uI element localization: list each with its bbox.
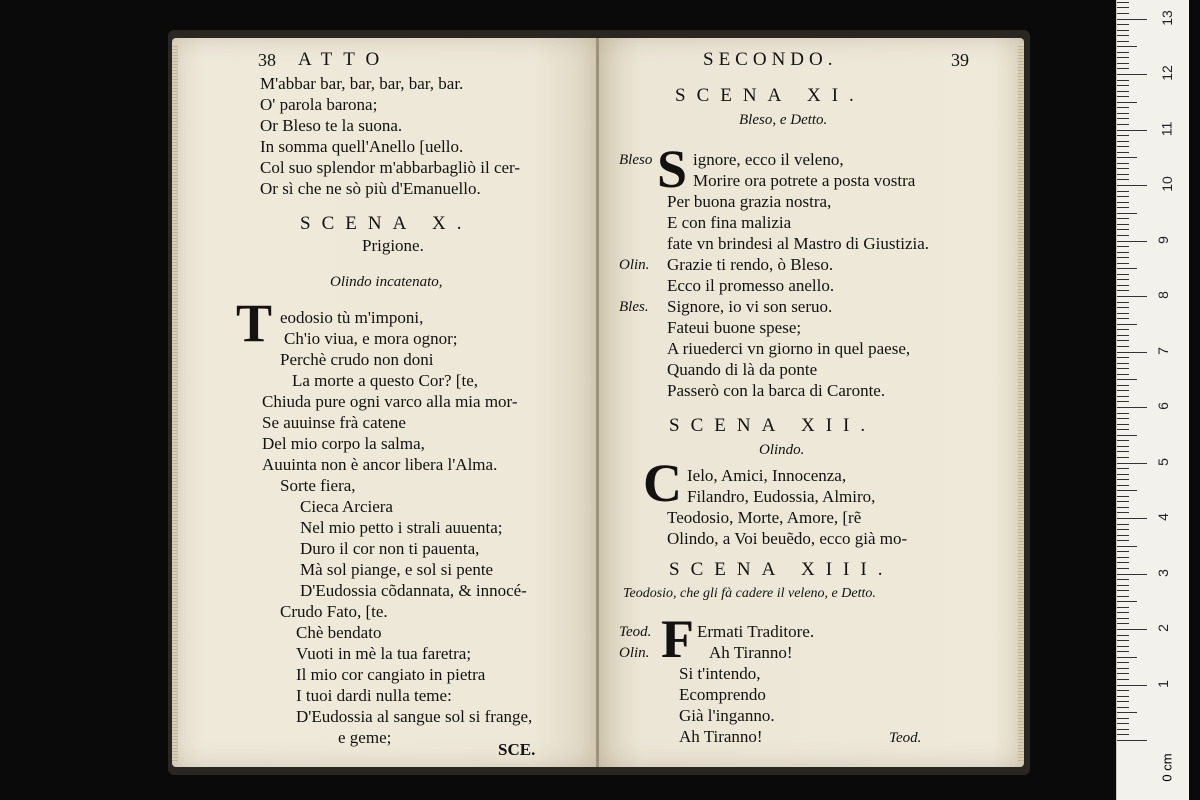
ruler-tick <box>1117 668 1129 669</box>
ruler-tick <box>1117 723 1129 724</box>
verse-line: Chiuda pure ogni varco alla mia mor- <box>262 392 518 411</box>
page-number: 39 <box>951 50 969 70</box>
ruler-tick <box>1117 479 1129 480</box>
ruler-tick <box>1117 207 1129 208</box>
ruler-tick <box>1117 673 1129 674</box>
ruler-tick <box>1117 740 1147 741</box>
scene-title: SCENA XIII. <box>669 559 894 580</box>
ruler-tick <box>1117 340 1129 341</box>
ruler-tick <box>1117 163 1129 164</box>
ruler-tick <box>1117 141 1129 142</box>
ruler-tick <box>1117 85 1129 86</box>
ruler-tick <box>1117 152 1129 153</box>
ruler-tick <box>1117 63 1129 64</box>
ruler-tick <box>1117 485 1129 486</box>
measurement-ruler <box>1116 0 1189 800</box>
ruler-tick <box>1117 640 1129 641</box>
verse-line: La morte a questo Cor? [te, <box>292 371 478 390</box>
text-line: Fateui buone spese; <box>667 318 802 337</box>
ruler-tick <box>1117 585 1129 586</box>
ruler-tick <box>1117 229 1129 230</box>
speaker-label: Olin. <box>619 257 650 273</box>
ruler-label: 4 <box>1154 513 1171 521</box>
ruler-tick <box>1117 252 1129 253</box>
ruler-tick <box>1117 285 1129 286</box>
ruler-unit-label: 0 cm <box>1159 753 1175 782</box>
ruler-tick <box>1117 41 1129 42</box>
scene-title: SCENA XII. <box>669 415 877 436</box>
text-line: Filandro, Eudossia, Almiro, <box>687 487 876 506</box>
ruler-label: 7 <box>1154 346 1171 355</box>
speaker-label: Bles. <box>619 299 649 315</box>
text-line: E con fina malizia <box>667 213 792 232</box>
text-line: O' parola barona; <box>260 95 378 114</box>
ruler-tick <box>1117 512 1129 513</box>
scene-title: SCENA XI. <box>675 85 865 106</box>
text-line: Ah Tiranno! <box>679 727 763 746</box>
ruler-tick <box>1117 518 1147 519</box>
speaker-label: Bleso <box>619 152 653 168</box>
running-head: ATTO <box>298 49 391 70</box>
page-number: 38 <box>258 50 276 70</box>
scene-persons: Bleso, e Detto. <box>739 112 828 128</box>
ruler-tick <box>1117 13 1129 14</box>
ruler-tick <box>1117 529 1129 530</box>
ruler-tick <box>1117 568 1129 569</box>
catchword: Teod. <box>889 730 922 746</box>
text-line: Ielo, Amici, Innocenza, <box>687 466 847 485</box>
verse-line: Ch'io viua, e mora ognor; <box>284 329 458 348</box>
verse-line: Vuoti in mè la tua faretra; <box>296 644 472 663</box>
verse-line: Cieca Arciera <box>300 497 393 516</box>
ruler-tick <box>1117 629 1147 630</box>
ruler-tick <box>1117 157 1137 158</box>
ruler-tick <box>1117 19 1147 20</box>
text-line: Quando di là da ponte <box>667 360 818 379</box>
verse-line: e geme; <box>338 728 392 747</box>
ruler-tick <box>1117 463 1147 464</box>
ruler-tick <box>1117 457 1129 458</box>
verse-line: D'Eudossia cõdannata, & innocé- <box>300 581 527 600</box>
ruler-tick <box>1117 396 1129 397</box>
ruler-tick <box>1117 363 1129 364</box>
open-book <box>168 30 1030 775</box>
ruler-tick <box>1117 440 1129 441</box>
ruler-tick <box>1117 451 1129 452</box>
ruler-tick <box>1117 107 1129 108</box>
text-line: Signore, io vi son seruo. <box>667 297 833 316</box>
speaker-label: Olin. <box>619 645 650 661</box>
ruler-tick <box>1117 424 1129 425</box>
ruler-tick <box>1117 546 1137 547</box>
ruler-tick <box>1117 718 1129 719</box>
ruler-tick <box>1117 324 1137 325</box>
ruler-tick <box>1117 146 1129 147</box>
ruler-label: 12 <box>1158 65 1175 81</box>
text-line: Grazie ti rendo, ò Bleso. <box>667 255 834 274</box>
text-line: Teodosio, Morte, Amore, [rẽ <box>667 508 862 527</box>
ruler-tick <box>1117 257 1129 258</box>
ruler-tick <box>1117 540 1129 541</box>
verse-line: Mà sol piange, e sol si pente <box>300 560 494 579</box>
text-line: M'abbar bar, bar, bar, bar, bar. <box>260 74 464 93</box>
ruler-tick <box>1117 507 1129 508</box>
text-line: Già l'inganno. <box>679 706 775 725</box>
page-edges <box>172 44 178 761</box>
ruler-tick <box>1117 313 1129 314</box>
ruler-tick <box>1117 690 1129 691</box>
ruler-tick <box>1117 7 1129 8</box>
ruler-tick <box>1117 52 1129 53</box>
text-line: fate vn brindesi al Mastro di Giustizia. <box>667 234 930 253</box>
ruler-tick <box>1117 413 1129 414</box>
ruler-tick <box>1117 329 1129 330</box>
ruler-tick <box>1117 496 1129 497</box>
ruler-tick <box>1117 468 1129 469</box>
ruler-tick <box>1117 74 1147 75</box>
ruler-tick <box>1117 696 1129 697</box>
drop-cap: S <box>657 139 688 199</box>
verse-line: Chè bendato <box>296 623 382 642</box>
ruler-tick <box>1117 429 1129 430</box>
ruler-tick <box>1117 707 1129 708</box>
ruler-label: 9 <box>1154 235 1171 244</box>
ruler-tick <box>1117 168 1129 169</box>
ruler-label: 2 <box>1154 624 1171 632</box>
verse-line: Se auuinse frà catene <box>262 413 406 432</box>
verse-line: Del mio corpo la salma, <box>262 434 425 453</box>
verse-line: eodosio tù m'imponi, <box>280 308 424 327</box>
right-page <box>599 38 1024 767</box>
ruler-tick <box>1117 701 1129 702</box>
ruler-tick <box>1117 374 1129 375</box>
ruler-label: 13 <box>1158 9 1175 26</box>
verse-line: D'Eudossia al sangue sol si frange, <box>296 707 533 726</box>
verse-line: I tuoi dardi nulla teme: <box>296 686 452 705</box>
scene-persons: Olindo incatenato, <box>330 274 443 290</box>
ruler-tick <box>1117 246 1129 247</box>
scene-place: Prigione. <box>362 236 424 255</box>
ruler-tick <box>1117 335 1129 336</box>
scene-title: SCENA X. <box>300 213 473 234</box>
ruler-tick <box>1117 524 1129 525</box>
ruler-label: 3 <box>1154 568 1171 577</box>
ruler-tick <box>1117 113 1129 114</box>
ruler-tick <box>1117 352 1147 353</box>
ruler-tick <box>1117 635 1129 636</box>
ruler-tick <box>1117 712 1137 713</box>
text-line: In somma quell'Anello [uello. <box>260 137 464 156</box>
text-line: Si t'intendo, <box>679 664 761 683</box>
ruler-tick <box>1117 729 1129 730</box>
ruler-tick <box>1117 68 1129 69</box>
drop-cap: F <box>661 609 694 669</box>
ruler-tick <box>1117 535 1129 536</box>
ruler-tick <box>1117 657 1137 658</box>
ruler-tick <box>1117 268 1137 269</box>
ruler-tick <box>1117 346 1129 347</box>
ruler-tick <box>1117 651 1129 652</box>
ruler-tick <box>1117 224 1129 225</box>
verse-line: Il mio cor cangiato in pietra <box>296 665 486 684</box>
ruler-tick <box>1117 130 1147 131</box>
ruler-tick <box>1117 241 1147 242</box>
ruler-tick <box>1117 734 1129 735</box>
scene-persons: Olindo. <box>759 442 805 458</box>
text-line: Ecomprendo <box>679 685 766 704</box>
ruler-tick <box>1117 368 1129 369</box>
ruler-tick <box>1117 379 1137 380</box>
ruler-tick <box>1117 474 1129 475</box>
text-line: Or Bleso te la suona. <box>260 116 403 135</box>
ruler-tick <box>1117 590 1129 591</box>
verse-line: Crudo Fato, [te. <box>280 602 388 621</box>
ruler-tick <box>1117 357 1129 358</box>
ruler-tick <box>1117 607 1129 608</box>
text-line: Ermati Traditore. <box>697 622 815 641</box>
text-line: Ah Tiranno! <box>709 643 793 662</box>
text-line: ignore, ecco il veleno, <box>693 150 844 169</box>
ruler-tick <box>1117 501 1129 502</box>
page-edges <box>1018 44 1024 761</box>
ruler-tick <box>1117 202 1129 203</box>
ruler-tick <box>1117 191 1129 192</box>
ruler-tick <box>1117 307 1129 308</box>
ruler-tick <box>1117 385 1129 386</box>
drop-cap: C <box>643 453 682 513</box>
verse-line: Auuinta non è ancor libera l'Alma. <box>262 455 498 474</box>
verse-line: Sorte fiera, <box>280 476 356 495</box>
ruler-tick <box>1117 118 1129 119</box>
ruler-tick <box>1117 679 1129 680</box>
catchword: SCE. <box>498 740 536 759</box>
ruler-tick <box>1117 263 1129 264</box>
ruler-tick <box>1117 196 1129 197</box>
ruler-tick <box>1117 551 1129 552</box>
ruler-label: 8 <box>1154 291 1171 299</box>
ruler-tick <box>1117 135 1129 136</box>
text-line: Or sì che ne sò più d'Emanuello. <box>260 179 481 198</box>
ruler-tick <box>1117 290 1129 291</box>
ruler-tick <box>1117 91 1129 92</box>
text-line: Col suo splendor m'abbarbagliò il cer- <box>260 158 521 177</box>
ruler-tick <box>1117 24 1129 25</box>
ruler-label: 5 <box>1154 457 1171 466</box>
scene-persons: Teodosio, che gli fà cadere il veleno, e Detto. <box>623 586 876 601</box>
ruler-tick <box>1117 274 1129 275</box>
ruler-tick <box>1117 279 1129 280</box>
ruler-tick <box>1117 662 1129 663</box>
verse-line: Perchè crudo non doni <box>280 350 434 369</box>
ruler-tick <box>1117 179 1129 180</box>
text-line: Olindo, a Voi beuẽdo, ecco già mo- <box>667 529 908 548</box>
ruler-tick <box>1117 435 1137 436</box>
ruler-tick <box>1117 302 1129 303</box>
ruler-tick <box>1117 557 1129 558</box>
ruler-tick <box>1117 46 1137 47</box>
ruler-tick <box>1117 390 1129 391</box>
ruler-label: 10 <box>1158 176 1175 192</box>
ruler-tick <box>1117 124 1129 125</box>
text-line: Passerò con la barca di Caronte. <box>667 381 886 400</box>
ruler-tick <box>1117 235 1129 236</box>
ruler-tick <box>1117 579 1129 580</box>
ruler-tick <box>1117 446 1129 447</box>
ruler-tick <box>1117 401 1129 402</box>
text-line: A riuederci vn giorno in quel paese, <box>667 339 911 358</box>
ruler-tick <box>1117 185 1147 186</box>
text-line: Morire ora potrete a posta vostra <box>693 171 916 190</box>
ruler-tick <box>1117 57 1129 58</box>
ruler-tick <box>1117 96 1129 97</box>
ruler-tick <box>1117 618 1129 619</box>
ruler-tick <box>1117 490 1137 491</box>
ruler-tick <box>1117 418 1129 419</box>
ruler-tick <box>1117 685 1147 686</box>
ruler-tick <box>1117 296 1147 297</box>
ruler-label: 11 <box>1158 121 1175 136</box>
ruler-tick <box>1117 80 1129 81</box>
ruler-label: 1 <box>1154 679 1171 688</box>
ruler-tick <box>1117 30 1129 31</box>
ruler-tick <box>1117 596 1129 597</box>
speaker-label: Teod. <box>619 624 652 640</box>
ruler-tick <box>1117 574 1147 575</box>
ruler-tick <box>1117 218 1129 219</box>
ruler-tick <box>1117 2 1129 3</box>
ruler-tick <box>1117 623 1129 624</box>
ruler-tick <box>1117 601 1137 602</box>
text-line: Per buona grazia nostra, <box>667 192 832 211</box>
ruler-tick <box>1117 646 1129 647</box>
ruler-tick <box>1117 174 1129 175</box>
left-page <box>172 38 597 767</box>
ruler-tick <box>1117 318 1129 319</box>
running-head: SECONDO. <box>703 49 838 70</box>
ruler-tick <box>1117 35 1129 36</box>
verse-line: Nel mio petto i strali auuenta; <box>300 518 503 537</box>
ruler-tick <box>1117 612 1129 613</box>
ruler-label: 6 <box>1154 402 1171 410</box>
ruler-tick <box>1117 102 1137 103</box>
ruler-tick <box>1117 407 1147 408</box>
drop-cap: T <box>236 293 273 353</box>
ruler-tick <box>1117 213 1137 214</box>
verse-line: Duro il cor non ti pauenta, <box>300 539 480 558</box>
text-line: Ecco il promesso anello. <box>667 276 835 295</box>
ruler-tick <box>1117 562 1129 563</box>
